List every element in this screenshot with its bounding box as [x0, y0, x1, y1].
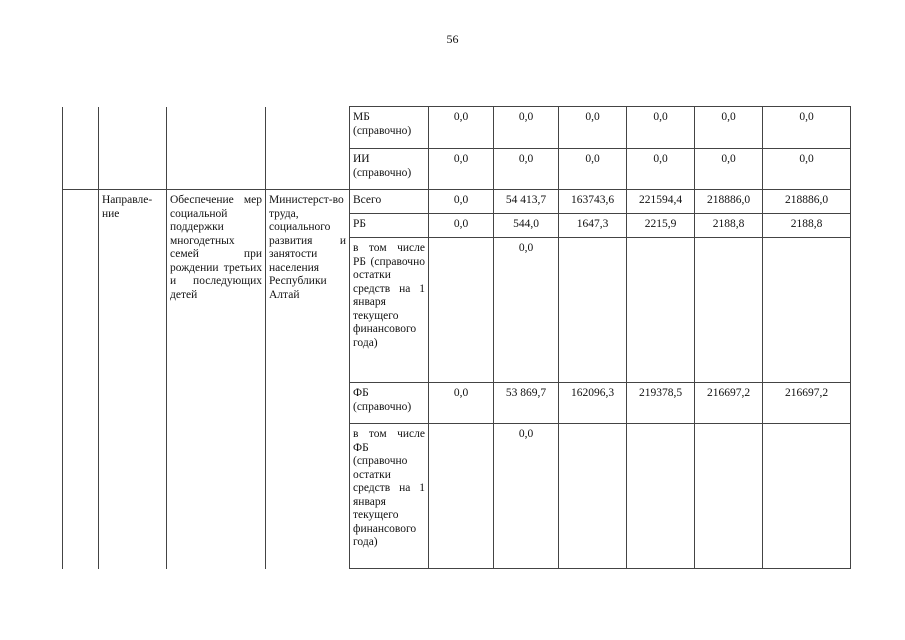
cell-value	[763, 424, 851, 569]
cell-value: 0,0	[429, 149, 494, 190]
cell-value	[695, 238, 763, 383]
cell-value: 2188,8	[763, 214, 851, 238]
cell-value	[559, 238, 627, 383]
table-row	[63, 107, 851, 149]
cell-value	[429, 238, 494, 383]
cell-value: 0,0	[695, 107, 763, 149]
page-number: 56	[446, 32, 459, 46]
cell-value: 0,0	[494, 107, 559, 149]
cell-value	[763, 238, 851, 383]
cell-source: Всего	[350, 190, 429, 214]
cell-value: 0,0	[559, 107, 627, 149]
cell-value: 54 413,7	[494, 190, 559, 214]
cell-value: 163743,6	[559, 190, 627, 214]
cell-value: 0,0	[627, 149, 695, 190]
cell-value	[695, 424, 763, 569]
cell-value: 162096,3	[559, 383, 627, 424]
cell-source: ИИ (справочно)	[350, 149, 429, 190]
cell-number	[63, 190, 99, 569]
cell-source: РБ	[350, 214, 429, 238]
table-row	[63, 190, 851, 214]
cell-name: Обеспечение мер социальной поддержки многодетных семей при рождении третьих и последующих детей	[167, 190, 266, 569]
cell-executor: Министерст-во труда, социального развития и занятости населения Республики Алтай	[266, 190, 350, 569]
cell-source: МБ (справочно)	[350, 107, 429, 149]
cell-value	[559, 424, 627, 569]
cell-value: 0,0	[559, 149, 627, 190]
cell-number	[63, 107, 99, 190]
cell-value: 0,0	[494, 424, 559, 569]
cell-value	[627, 424, 695, 569]
cell-source: в том числе ФБ (справочно остатки средств на 1 января текущего финансового года)	[350, 424, 429, 569]
cell-value: 0,0	[429, 383, 494, 424]
cell-value: 0,0	[429, 107, 494, 149]
cell-value: 0,0	[695, 149, 763, 190]
cell-type	[99, 107, 167, 190]
cell-value: 0,0	[763, 149, 851, 190]
budget-table	[62, 106, 851, 569]
cell-executor	[266, 107, 350, 190]
cell-source: в том числе РБ (справочно остатки средств на 1 января текущего финансового года)	[350, 238, 429, 383]
cell-value	[429, 424, 494, 569]
cell-value: 544,0	[494, 214, 559, 238]
cell-source: ФБ (справочно)	[350, 383, 429, 424]
cell-value: 2188,8	[695, 214, 763, 238]
cell-name	[167, 107, 266, 190]
cell-value: 216697,2	[763, 383, 851, 424]
cell-value: 0,0	[429, 214, 494, 238]
cell-value: 0,0	[494, 149, 559, 190]
cell-value: 1647,3	[559, 214, 627, 238]
cell-value: 0,0	[429, 190, 494, 214]
cell-value: 53 869,7	[494, 383, 559, 424]
cell-type: Направле- ние	[99, 190, 167, 569]
cell-value: 216697,2	[695, 383, 763, 424]
cell-value: 218886,0	[695, 190, 763, 214]
cell-value: 2215,9	[627, 214, 695, 238]
cell-value: 219378,5	[627, 383, 695, 424]
cell-value: 218886,0	[763, 190, 851, 214]
cell-value: 0,0	[763, 107, 851, 149]
cell-value	[627, 238, 695, 383]
cell-value: 221594,4	[627, 190, 695, 214]
cell-value: 0,0	[494, 238, 559, 383]
cell-value: 0,0	[627, 107, 695, 149]
